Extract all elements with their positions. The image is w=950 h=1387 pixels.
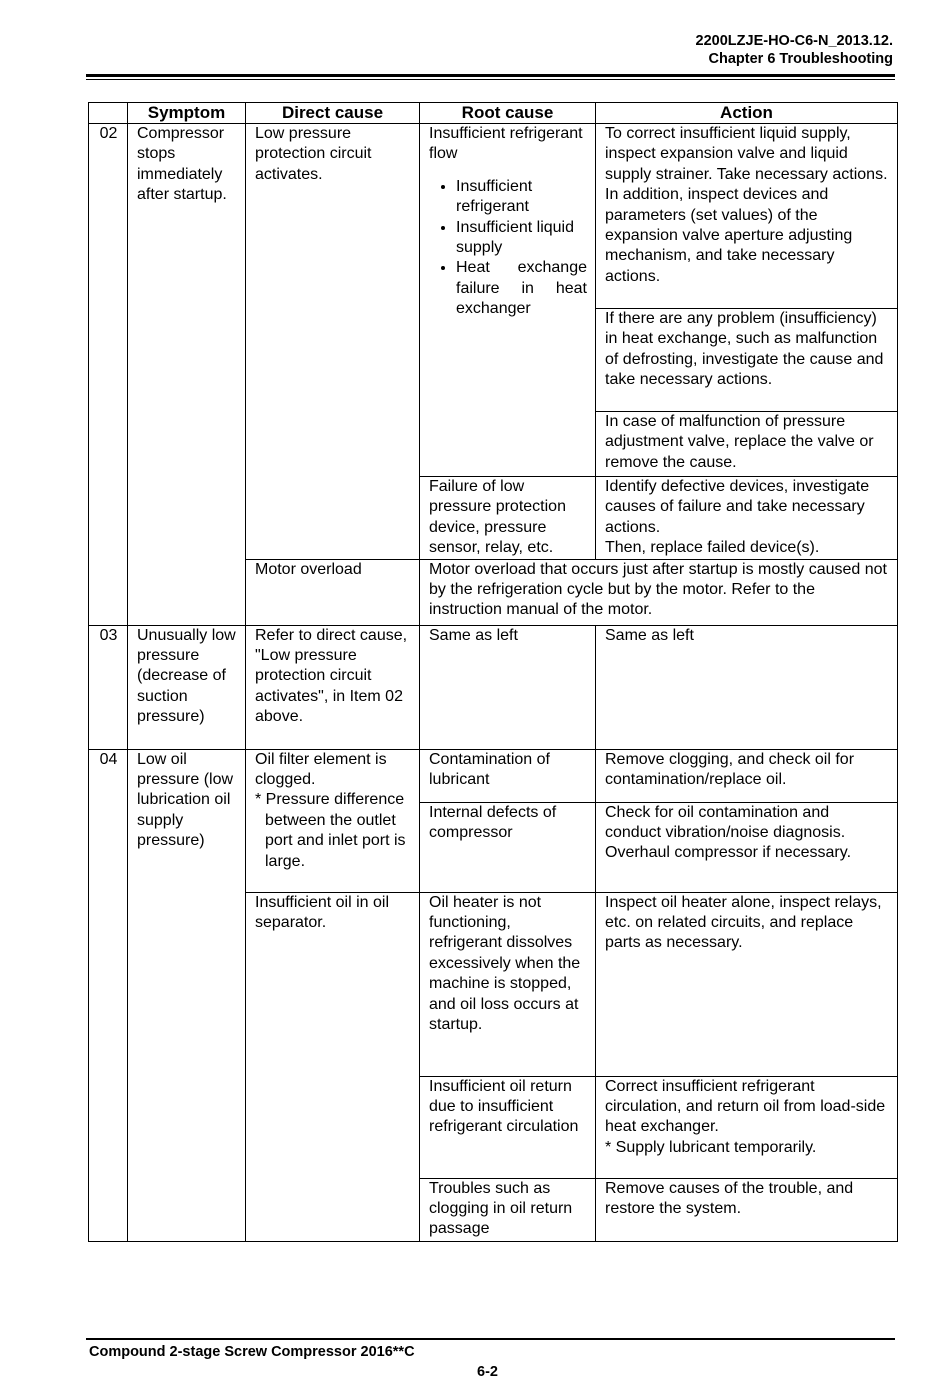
header-rule-thin: [86, 79, 895, 80]
header-num: [89, 103, 128, 124]
direct-cause-text: Oil filter element is clogged.: [255, 750, 387, 789]
footer-product: Compound 2-stage Screw Compressor 2016**C: [89, 1344, 415, 1360]
action-text: * Supply lubricant temporarily.: [605, 1138, 817, 1156]
root-cause-cell: Contamination of lubricant: [420, 749, 596, 802]
direct-cause-cell: [246, 749, 420, 892]
root-cause-list: [429, 177, 587, 320]
chapter-title: Chapter 6 Troubleshooting: [708, 51, 893, 67]
item-number: 03: [89, 625, 128, 749]
root-cause-cell: Oil heater is not functioning, refrigerant dissolves excessively when the machine is stopped, and oil loss occurs at startup.: [420, 892, 596, 1076]
action-text: In addition, inspect devices and parameters (set values) of the expansion valve aperture adjusting mechanism, and take necessary actions.: [605, 186, 853, 285]
direct-cause-cell: Low pressure protection circuit activates.: [246, 124, 420, 560]
action-text: Identify defective devices, investigate causes of failure and take necessary actions.: [605, 478, 870, 536]
direct-cause-cell: Motor overload: [246, 559, 420, 625]
troubleshooting-table: [88, 102, 898, 1242]
table-row: [89, 749, 898, 802]
header-root-cause: Root cause: [420, 103, 596, 124]
table-row: [89, 124, 898, 309]
direct-cause-cell: Insufficient oil in oil separator.: [246, 892, 420, 1241]
table-row: [89, 625, 898, 749]
list-item: • Heat exchange failure in heat exchanger: [456, 258, 587, 319]
action-cell: [596, 477, 898, 560]
root-cause-cell: Internal defects of compressor: [420, 802, 596, 892]
page-number: 6-2: [477, 1364, 498, 1380]
header-rule: [86, 74, 895, 77]
root-cause-cell: [420, 124, 596, 477]
root-cause-cell: Insufficient oil return due to insufficient refrigerant circulation: [420, 1076, 596, 1178]
header-symptom: Symptom: [128, 103, 246, 124]
footer-rule: [86, 1338, 895, 1340]
action-cell: [596, 124, 898, 309]
root-cause-cell: Troubles such as clogging in oil return passage: [420, 1178, 596, 1241]
action-cell: Check for oil contamination and conduct vibration/noise diagnosis. Overhaul compressor if necessary.: [596, 802, 898, 892]
root-cause-intro: Insufficient refrigerant flow: [429, 125, 583, 163]
item-number: 02: [89, 124, 128, 626]
action-text: To correct insufficient liquid supply, inspect expansion valve and liquid supply strainer. Take necessary actions.: [605, 125, 888, 183]
merged-cell: Motor overload that occurs just after startup is mostly caused not by the refrigeration cycle but by the motor. Refer to the instruction manual of the motor.: [420, 559, 898, 625]
action-cell: Remove clogging, and check oil for contamination/replace oil.: [596, 749, 898, 802]
action-cell: Inspect oil heater alone, inspect relays, etc. on related circuits, and replace parts as necessary.: [596, 892, 898, 1076]
symptom-cell: Low oil pressure (low lubrication oil supply pressure): [128, 749, 246, 1241]
action-text: Then, replace failed device(s).: [605, 539, 820, 557]
doc-code: 2200LZJE-HO-C6-N_2013.12.: [695, 33, 893, 49]
direct-cause-cell: Refer to direct cause, "Low pressure protection circuit activates", in Item 02 above.: [246, 625, 420, 749]
item-number: 04: [89, 749, 128, 1241]
action-cell: If there are any problem (insufficiency) in heat exchange, such as malfunction of defrosting, investigate the cause and take necessary actions.: [596, 309, 898, 412]
page-header: [696, 32, 893, 68]
header-direct-cause: Direct cause: [246, 103, 420, 124]
action-cell: [596, 1076, 898, 1178]
list-item: • Insufficient liquid supply: [456, 218, 587, 259]
header-action: Action: [596, 103, 898, 124]
list-item: • Insufficient refrigerant: [456, 177, 587, 218]
symptom-cell: Compressor stops immediately after startup.: [128, 124, 246, 626]
action-text: Correct insufficient refrigerant circulation, and return oil from load-side heat exchanger.: [605, 1077, 886, 1136]
root-cause-cell: Same as left: [420, 625, 596, 749]
direct-cause-note: * Pressure difference between the outlet port and inlet port is large.: [255, 791, 406, 870]
table-header-row: [89, 103, 898, 124]
action-cell: Remove causes of the trouble, and restore the system.: [596, 1178, 898, 1241]
root-cause-cell: Failure of low pressure protection device, pressure sensor, relay, etc.: [420, 477, 596, 560]
action-cell: In case of malfunction of pressure adjustment valve, replace the valve or remove the cause.: [596, 412, 898, 477]
action-cell: Same as left: [596, 625, 898, 749]
symptom-cell: Unusually low pressure (decrease of suction pressure): [128, 625, 246, 749]
